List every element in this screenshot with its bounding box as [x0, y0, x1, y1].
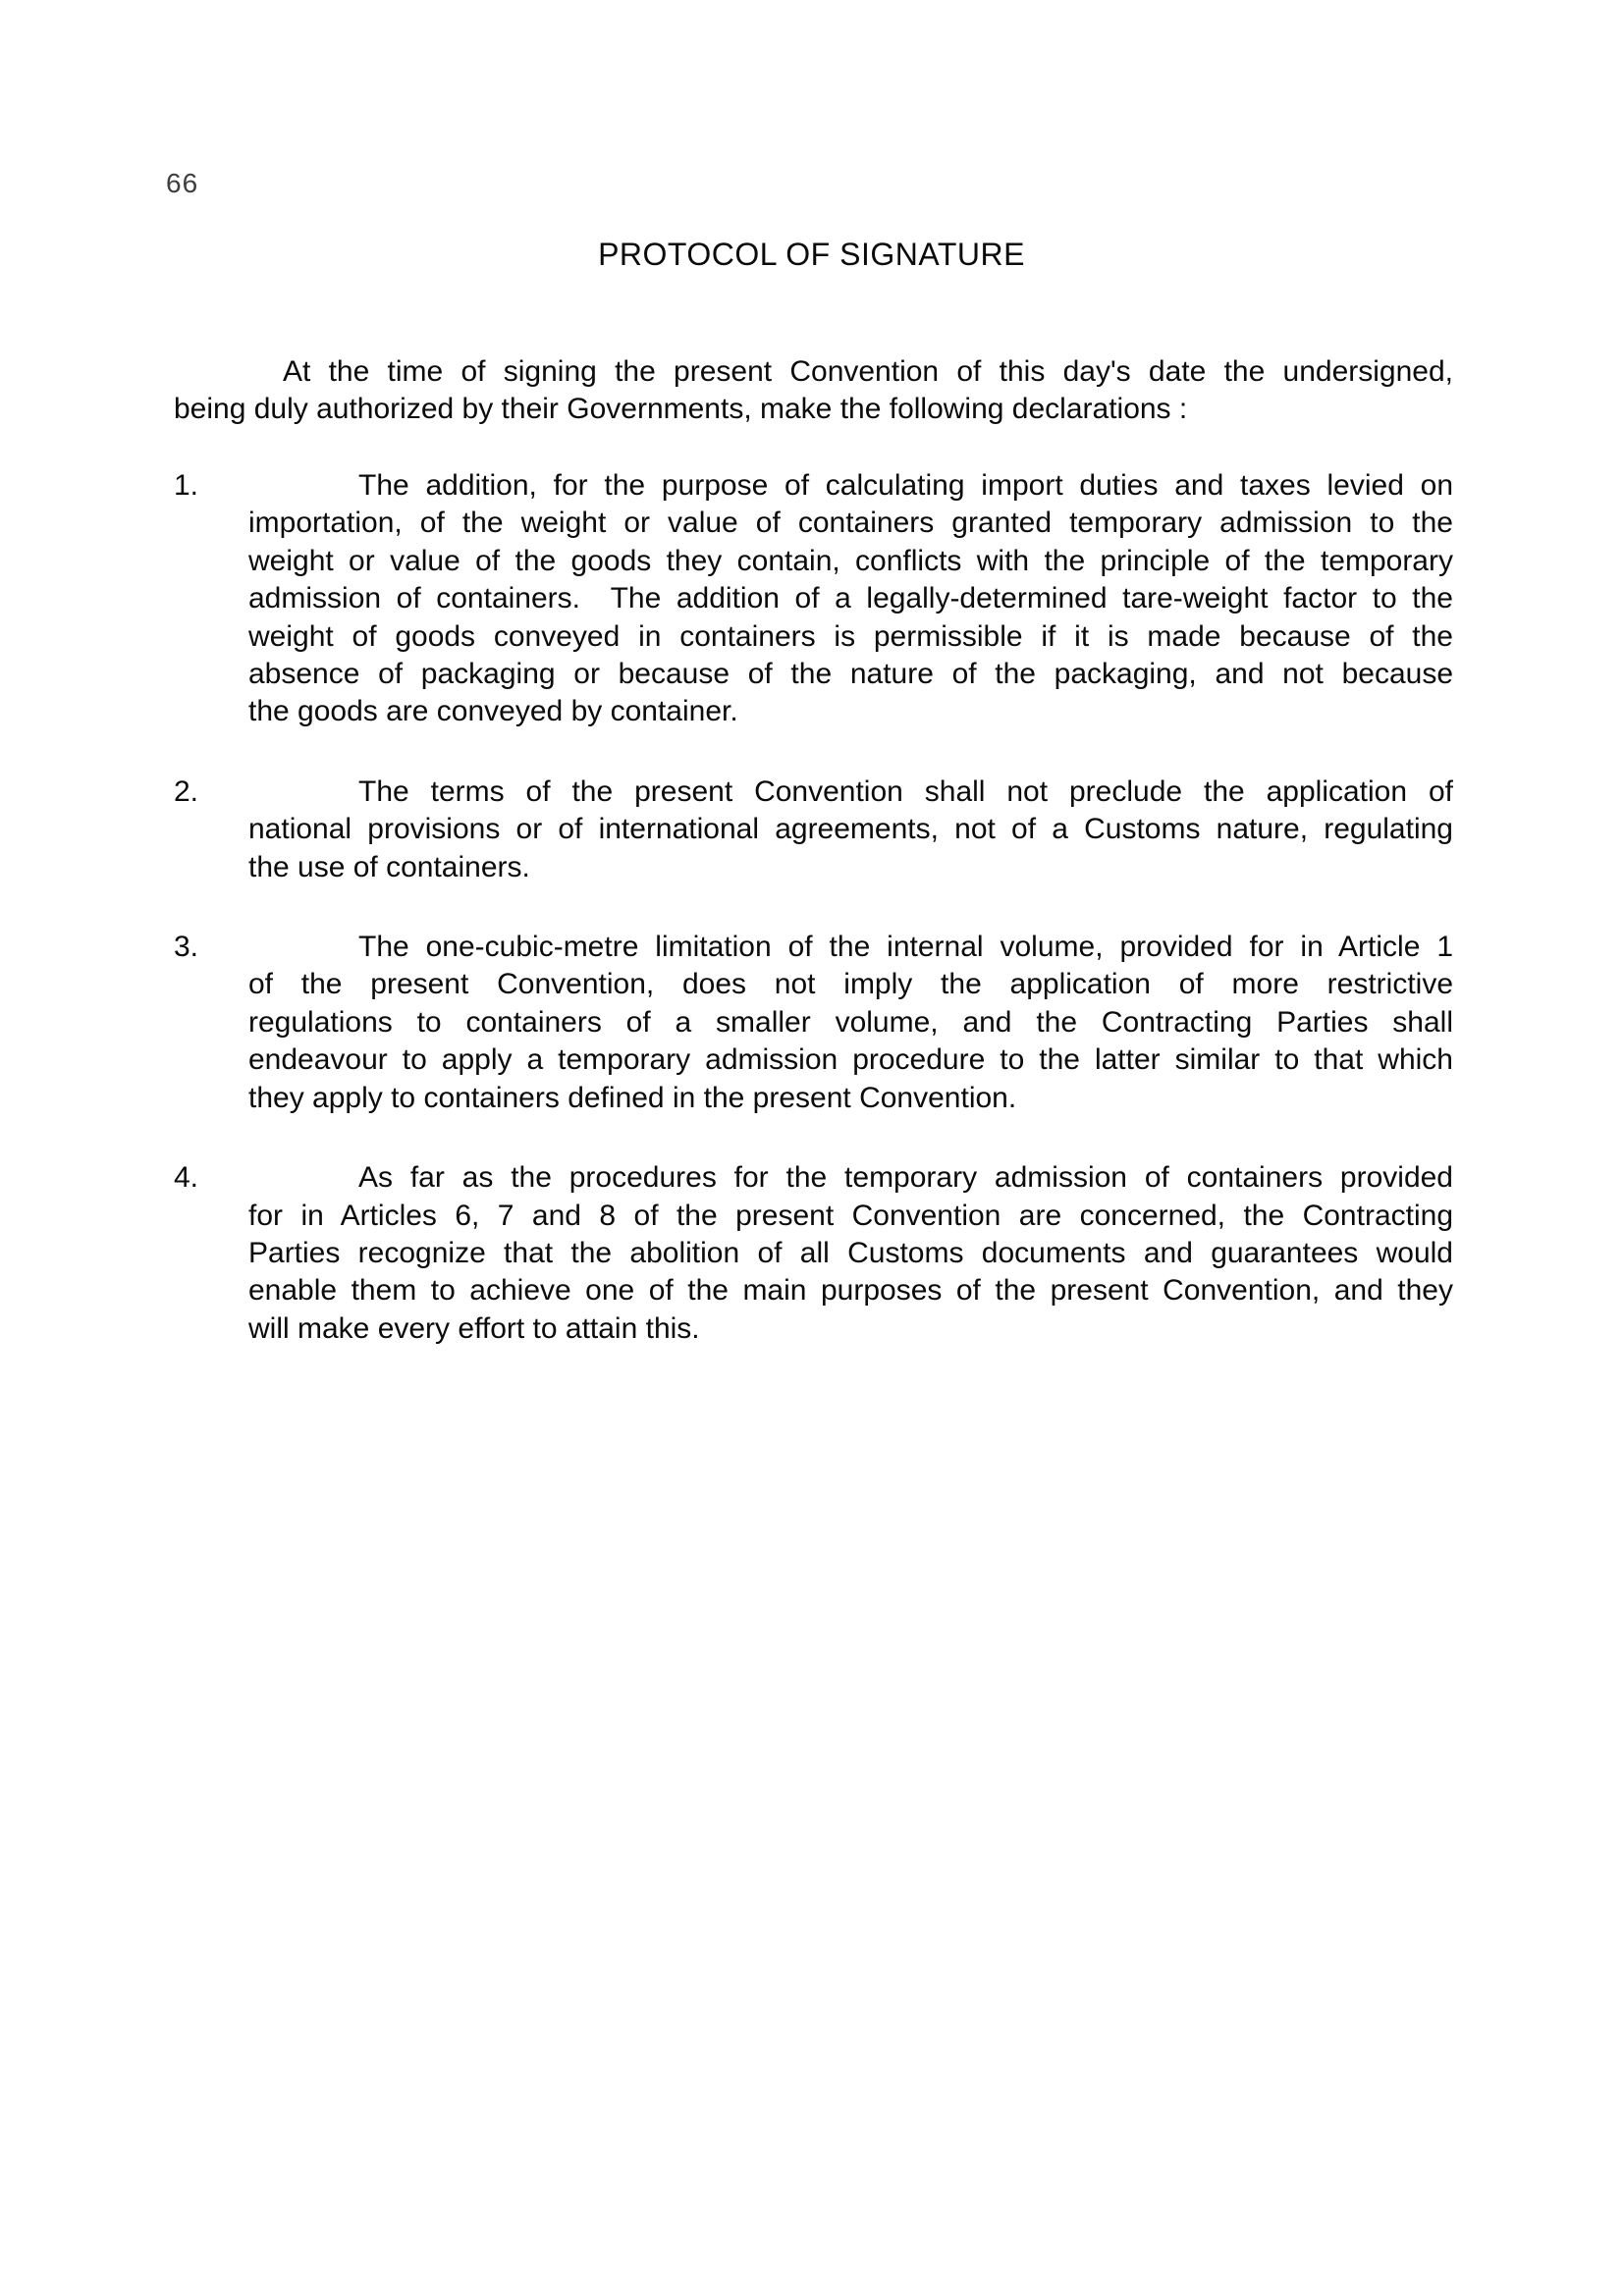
- text-line: will make every effort to attain this.: [248, 1311, 700, 1345]
- text-line: weight or value of the goods they contain, conflicts with the principle of the temporary: [248, 544, 1453, 577]
- list-item: [174, 929, 1453, 1117]
- text-line: national provisions or of international agreements, not of a Customs nature, regulating: [248, 813, 1453, 846]
- text-line: At the time of signing the present Convention of this day's date the undersigned,: [283, 355, 1453, 388]
- text-line: As far as the procedures for the temporary admission of containers provided: [358, 1161, 1453, 1195]
- item-number: 2.: [174, 774, 199, 808]
- text-line: of the present Convention, does not imply the application of more restrictive: [248, 968, 1453, 1001]
- text-line: admission of containers. The addition of a legally-determined tare-weight factor to the: [248, 582, 1453, 615]
- text-line: The one-cubic-metre limitation of the internal volume, provided for in Article 1: [358, 931, 1453, 964]
- list-item: [174, 774, 1453, 886]
- text-line: absence of packaging or because of the nature of the packaging, and not because: [248, 658, 1453, 691]
- text-line: being duly authorized by their Governments, make the following declarations :: [174, 393, 1188, 426]
- text-line: Parties recognize that the abolition of all Customs documents and guarantees would: [248, 1236, 1453, 1269]
- item-number: 3.: [174, 931, 199, 964]
- declarations-list: [174, 467, 1453, 1348]
- text-line: The terms of the present Convention shall not preclude the application of: [358, 774, 1453, 808]
- text-line: enable them to achieve one of the main purposes of the present Convention, and they: [248, 1274, 1453, 1308]
- list-item: [174, 1159, 1453, 1348]
- item-body: [248, 929, 1453, 1117]
- list-item: [174, 467, 1453, 731]
- text-line: the goods are conveyed by container.: [248, 695, 738, 728]
- text-line: weight of goods conveyed in containers is permissible if it is made because of the: [248, 619, 1453, 653]
- page-number: 66: [166, 168, 199, 198]
- item-body: [248, 467, 1453, 731]
- item-number: 4.: [174, 1161, 199, 1195]
- intro-paragraph: [174, 353, 1453, 429]
- text-line: the use of containers.: [248, 850, 530, 883]
- text-line: The addition, for the purpose of calculating import duties and taxes levied on: [358, 469, 1453, 502]
- text-line: importation, of the weight or value of containers granted temporary admission to the: [248, 507, 1453, 540]
- text-line: endeavour to apply a temporary admission procedure to the latter similar to that which: [248, 1043, 1453, 1077]
- text-line: for in Articles 6, 7 and 8 of the present Convention are concerned, the Contracting: [248, 1199, 1453, 1232]
- text-line: regulations to containers of a smaller volume, and the Contracting Parties shall: [248, 1005, 1453, 1039]
- page-title: PROTOCOL OF SIGNATURE: [598, 237, 1025, 272]
- text-line: they apply to containers defined in the present Convention.: [248, 1081, 1017, 1114]
- item-body: [248, 1159, 1453, 1348]
- item-body: [248, 774, 1453, 886]
- item-number: 1.: [174, 469, 199, 502]
